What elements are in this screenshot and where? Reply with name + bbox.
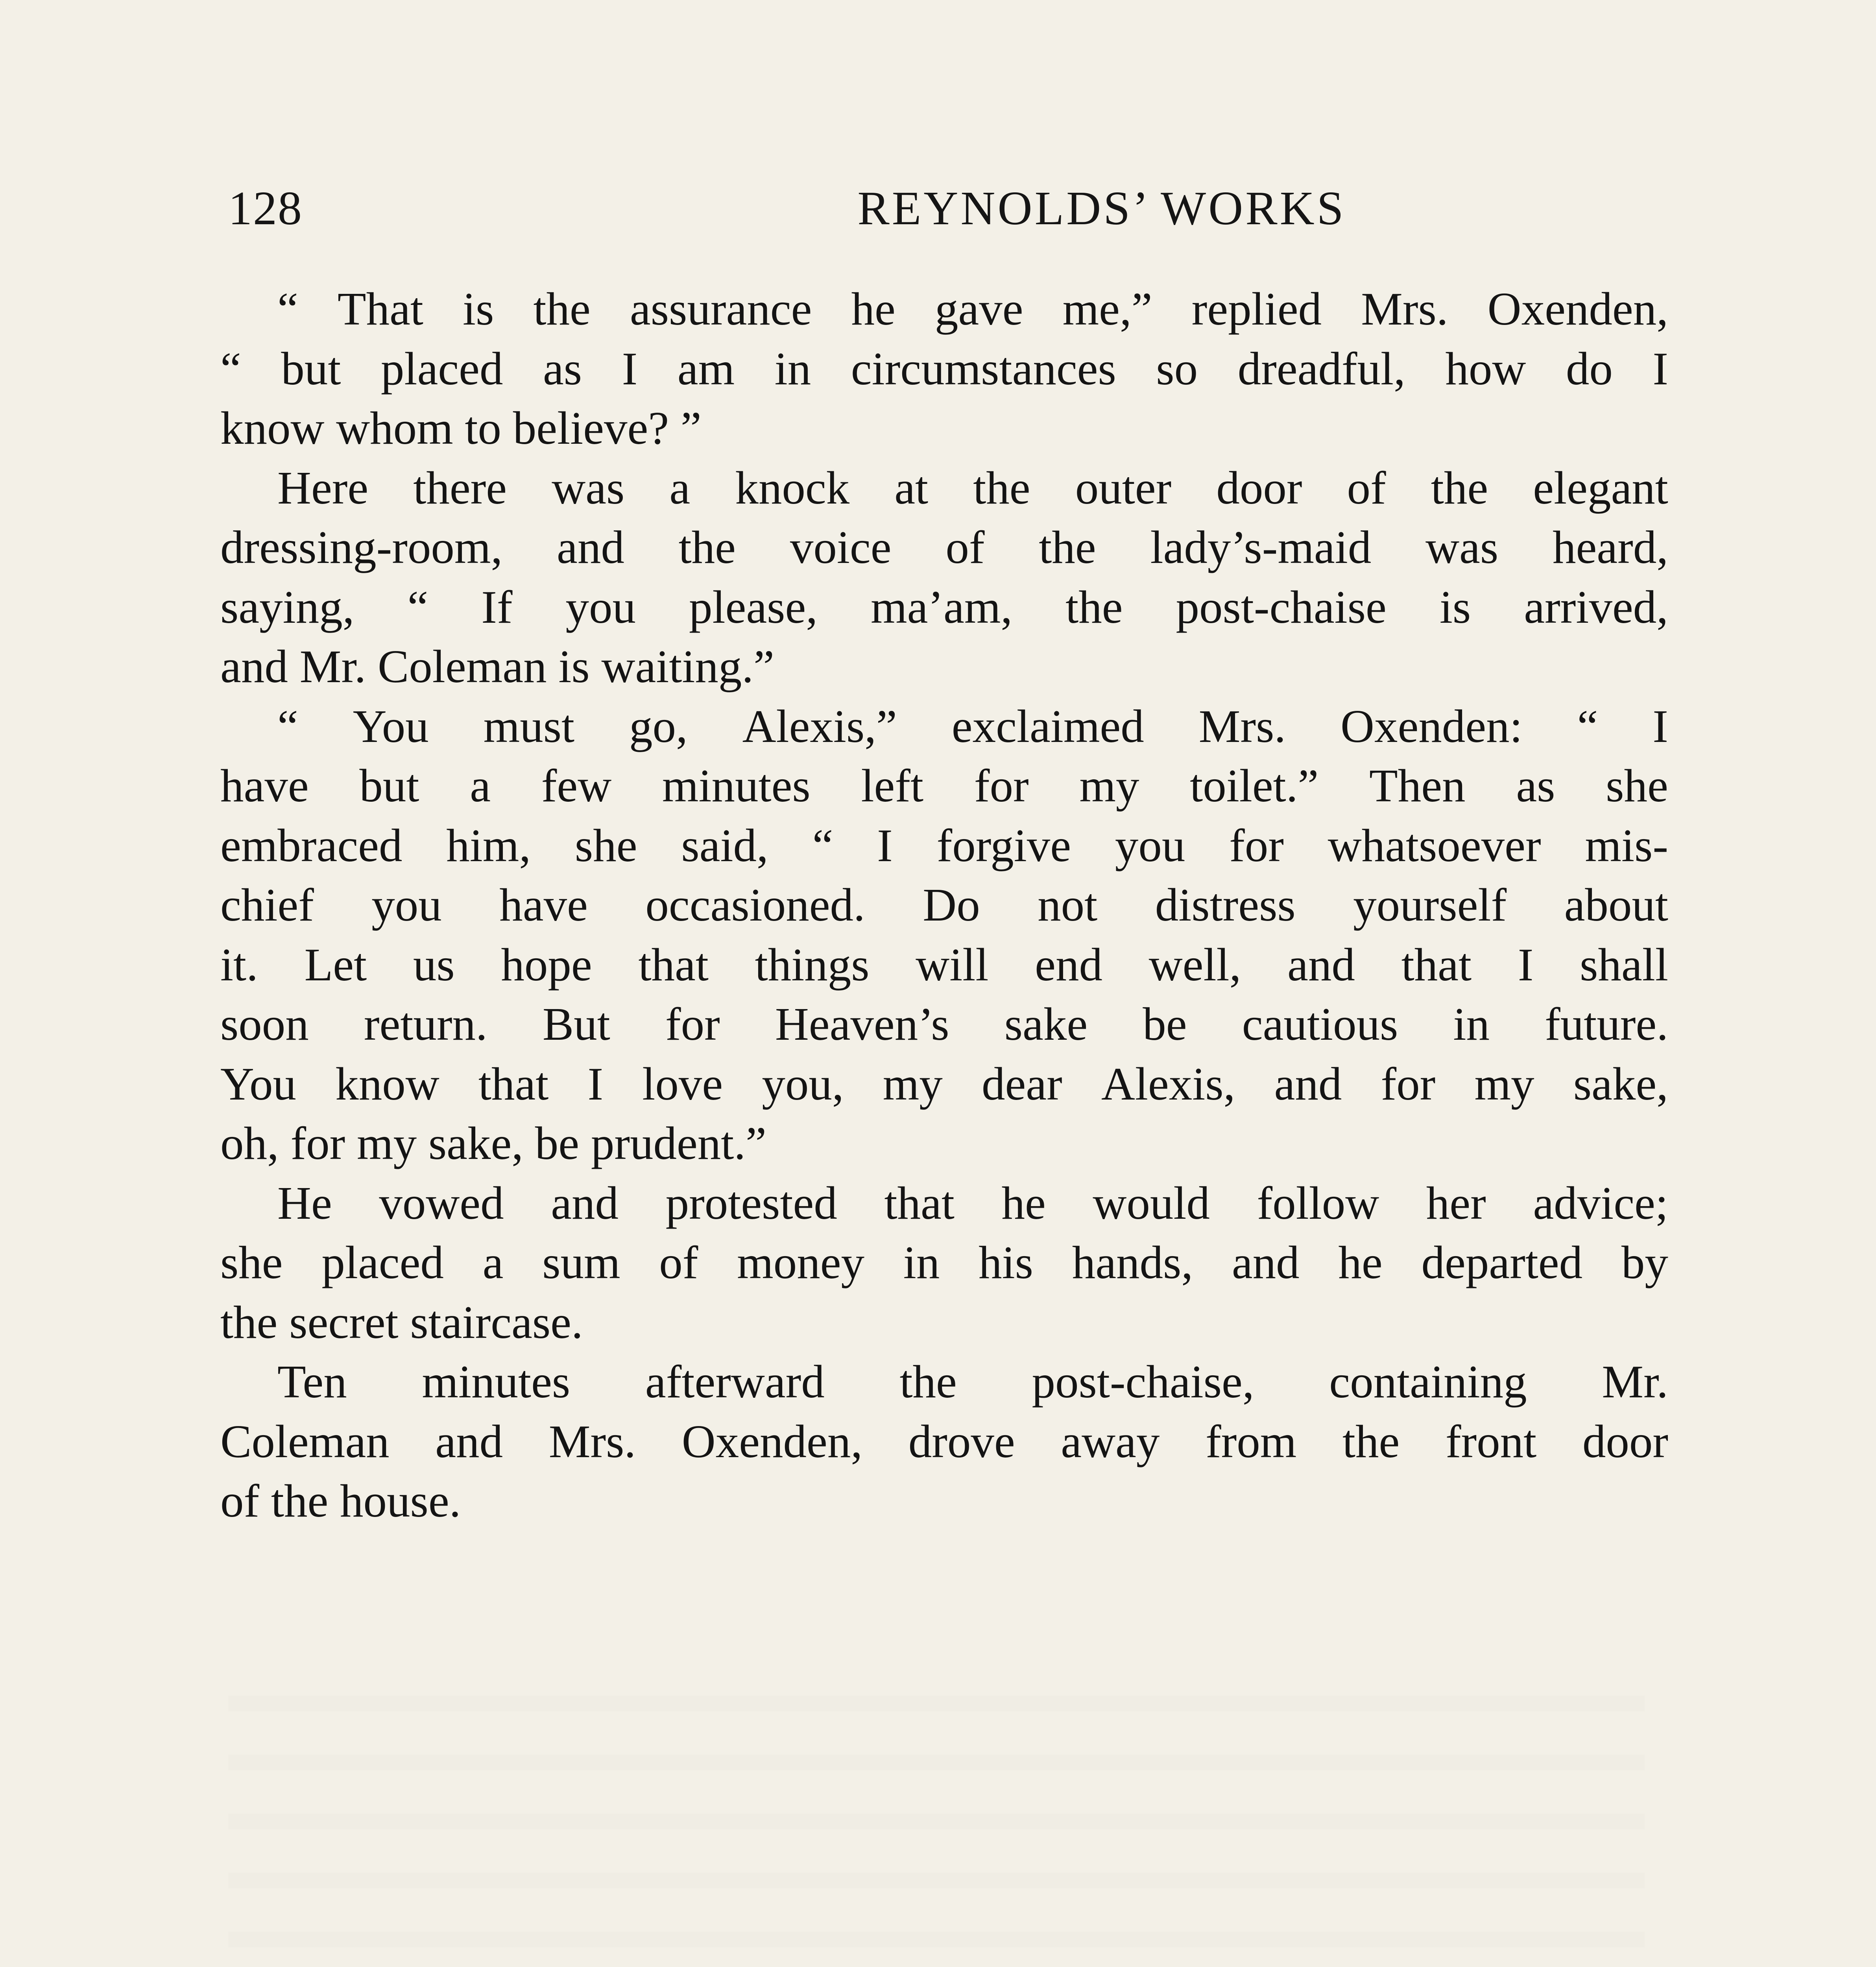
word: of [1347,461,1386,514]
word: sake, [1573,1057,1668,1110]
text-line: oh, for my sake, be prudent.” [220,1117,766,1169]
word: my [1474,1057,1534,1110]
text-line [220,816,1668,876]
word: she [1606,760,1668,812]
text-line [220,279,1668,339]
word: about [1564,879,1668,931]
word: that [638,938,709,991]
word: chief [220,879,314,931]
word: replied [1191,283,1322,335]
word: embraced [220,819,403,871]
word: and [1274,1057,1342,1110]
word: at [894,461,929,514]
word: yourself [1353,879,1507,931]
word: left [861,760,924,812]
word: voice [790,521,892,573]
word: Then [1369,760,1466,812]
word: forgive [936,819,1071,871]
word: Mrs. [1198,700,1286,752]
word: elegant [1533,461,1668,514]
word: a [669,461,691,514]
word: in [1453,998,1490,1050]
word: have [499,879,588,931]
word: outer [1075,461,1172,514]
word: and [435,1415,503,1467]
word: “ [277,700,298,752]
word: the [1431,461,1488,514]
word: he [1338,1236,1383,1288]
word: she [220,1236,283,1288]
word: the [899,1356,957,1408]
word: I [1653,700,1668,752]
word: I [622,342,638,395]
word: for [665,998,720,1050]
text-line [220,756,1668,816]
page-number: 128 [228,182,303,235]
word: of [659,1236,698,1288]
word: was [1425,521,1499,573]
word: sum [542,1236,620,1288]
word: You [220,1057,297,1110]
word: as [543,342,582,395]
text-line: the secret staircase. [220,1296,583,1348]
word: but [281,342,341,395]
word: containing [1329,1356,1527,1408]
word: it. [220,938,258,991]
word: Mrs. [1361,283,1448,335]
word: that [1401,938,1472,991]
word: That [337,283,423,335]
word: You [353,700,429,752]
word: you, [762,1057,844,1110]
word: placed [321,1236,444,1288]
body-text [220,279,1668,1531]
word: love [642,1057,723,1110]
word: advice; [1533,1177,1668,1229]
word: not [1038,879,1098,931]
word: “ [220,342,241,395]
word: that [478,1057,549,1110]
text-line [220,458,1668,518]
word: in [774,342,811,395]
word: would [1093,1177,1210,1229]
word: the [1039,521,1096,573]
word: end [1035,938,1102,991]
word: whatsoever [1328,819,1541,871]
word: Mr. [1602,1356,1668,1408]
word: I [587,1057,604,1110]
word: go, [629,700,688,752]
word: front [1445,1415,1537,1467]
word: that [884,1177,955,1229]
word: exclaimed [951,700,1144,752]
word: for [974,760,1029,812]
word: follow [1257,1177,1379,1229]
word: in [903,1236,940,1288]
word: mis- [1585,819,1668,871]
word: the [1342,1415,1400,1467]
word: be [1143,998,1187,1050]
word: gave [934,283,1023,335]
word: for [1229,819,1284,871]
word: his [979,1236,1033,1288]
word: arrived, [1524,581,1668,633]
text-line [220,1233,1668,1293]
word: money [737,1236,865,1288]
text-line [220,578,1668,637]
word: will [916,938,989,991]
word: future. [1545,998,1668,1050]
word: Coleman [220,1415,390,1467]
text-line [220,1352,1668,1412]
word: Do [923,879,980,931]
word: Mrs. [548,1415,636,1467]
word: I [1518,938,1534,991]
text-line: know whom to believe? ” [220,402,702,454]
word: for [1381,1057,1436,1110]
word: so [1156,342,1198,395]
word: a [470,760,491,812]
word: occasioned. [645,879,865,931]
word: a [482,1236,504,1288]
running-head: REYNOLDS’ WORKS [857,182,1346,235]
word: the [973,461,1030,514]
text-line [220,518,1668,578]
word: afterward [645,1356,825,1408]
word: door [1582,1415,1668,1467]
word: minutes [662,760,811,812]
word: things [755,938,870,991]
word: Alexis, [1101,1057,1235,1110]
word: my [1079,760,1139,812]
word: Heaven’s [775,998,949,1050]
word: drove [908,1415,1015,1467]
text-line [220,339,1668,399]
word: please, [689,581,818,633]
word: me,” [1062,283,1152,335]
word: circumstances [851,342,1116,395]
word: there [413,461,507,514]
word: you [565,581,636,633]
word: he [1001,1177,1046,1229]
word: how [1445,342,1526,395]
word: dressing-room, [220,521,503,573]
word: my [883,1057,943,1110]
word: He [277,1177,332,1229]
word: is [463,283,494,335]
word: Here [277,461,369,514]
bleed-through-text [228,1652,1645,1967]
word: I [1653,342,1668,395]
word: she [574,819,637,871]
word: vowed [379,1177,504,1229]
word: said, [681,819,768,871]
word: protested [665,1177,837,1229]
word: If [481,581,513,633]
text-line [220,697,1668,757]
text-line [220,1174,1668,1233]
word: shall [1580,938,1668,991]
word: know [335,1057,439,1110]
word: ma’am, [871,581,1013,633]
word: must [483,700,575,752]
page-header [220,169,1668,248]
word: post-chaise [1176,581,1387,633]
word: few [541,760,612,812]
word: the [678,521,736,573]
word: Oxenden, [681,1415,863,1467]
word: he [851,283,896,335]
word: do [1566,342,1613,395]
text-line: and Mr. Coleman is waiting.” [220,640,774,692]
word: soon [220,998,309,1050]
word: “ [1577,700,1598,752]
word: Ten [277,1356,347,1408]
word: by [1621,1236,1668,1288]
word: hands, [1072,1236,1193,1288]
word: Oxenden: [1341,700,1523,752]
word: But [542,998,610,1050]
word: assurance [630,283,812,335]
text-line [220,995,1668,1054]
word: dear [981,1057,1062,1110]
word: and [1287,938,1355,991]
text-line [220,1412,1668,1472]
word: well, [1148,938,1241,991]
text-line [220,935,1668,995]
word: is [1439,581,1471,633]
word: of [945,521,985,573]
word: you [371,879,442,931]
word: the [533,283,591,335]
word: heard, [1552,521,1668,573]
word: door [1216,461,1302,514]
text-line [220,1054,1668,1114]
word: lady’s-maid [1150,521,1372,573]
text-line: of the house. [220,1475,461,1527]
word: “ [407,581,428,633]
word: Let [304,938,367,991]
word: am [677,342,735,395]
word: hope [501,938,592,991]
word: sake [1004,998,1088,1050]
word: distress [1155,879,1296,931]
word: saying, [220,581,355,633]
word: but [359,760,419,812]
word: him, [446,819,531,871]
word: cautious [1242,998,1398,1050]
word: and [1232,1236,1300,1288]
word: the [1065,581,1123,633]
word: knock [735,461,850,514]
word: Oxenden, [1487,283,1668,335]
word: minutes [422,1356,571,1408]
word: Alexis,” [742,700,897,752]
word: you [1115,819,1185,871]
word: “ [277,283,298,335]
word: return. [364,998,487,1050]
word: placed [380,342,503,395]
word: post-chaise, [1032,1356,1254,1408]
word: I [877,819,893,871]
word: was [552,461,625,514]
word: have [220,760,309,812]
word: “ [812,819,833,871]
word: as [1516,760,1555,812]
text-line [220,875,1668,935]
word: her [1426,1177,1486,1229]
word: dreadful, [1237,342,1405,395]
word: departed [1421,1236,1583,1288]
word: and [551,1177,619,1229]
word: and [557,521,624,573]
word: toilet.” [1190,760,1319,812]
word: from [1205,1415,1297,1467]
word: us [413,938,455,991]
word: away [1061,1415,1160,1467]
